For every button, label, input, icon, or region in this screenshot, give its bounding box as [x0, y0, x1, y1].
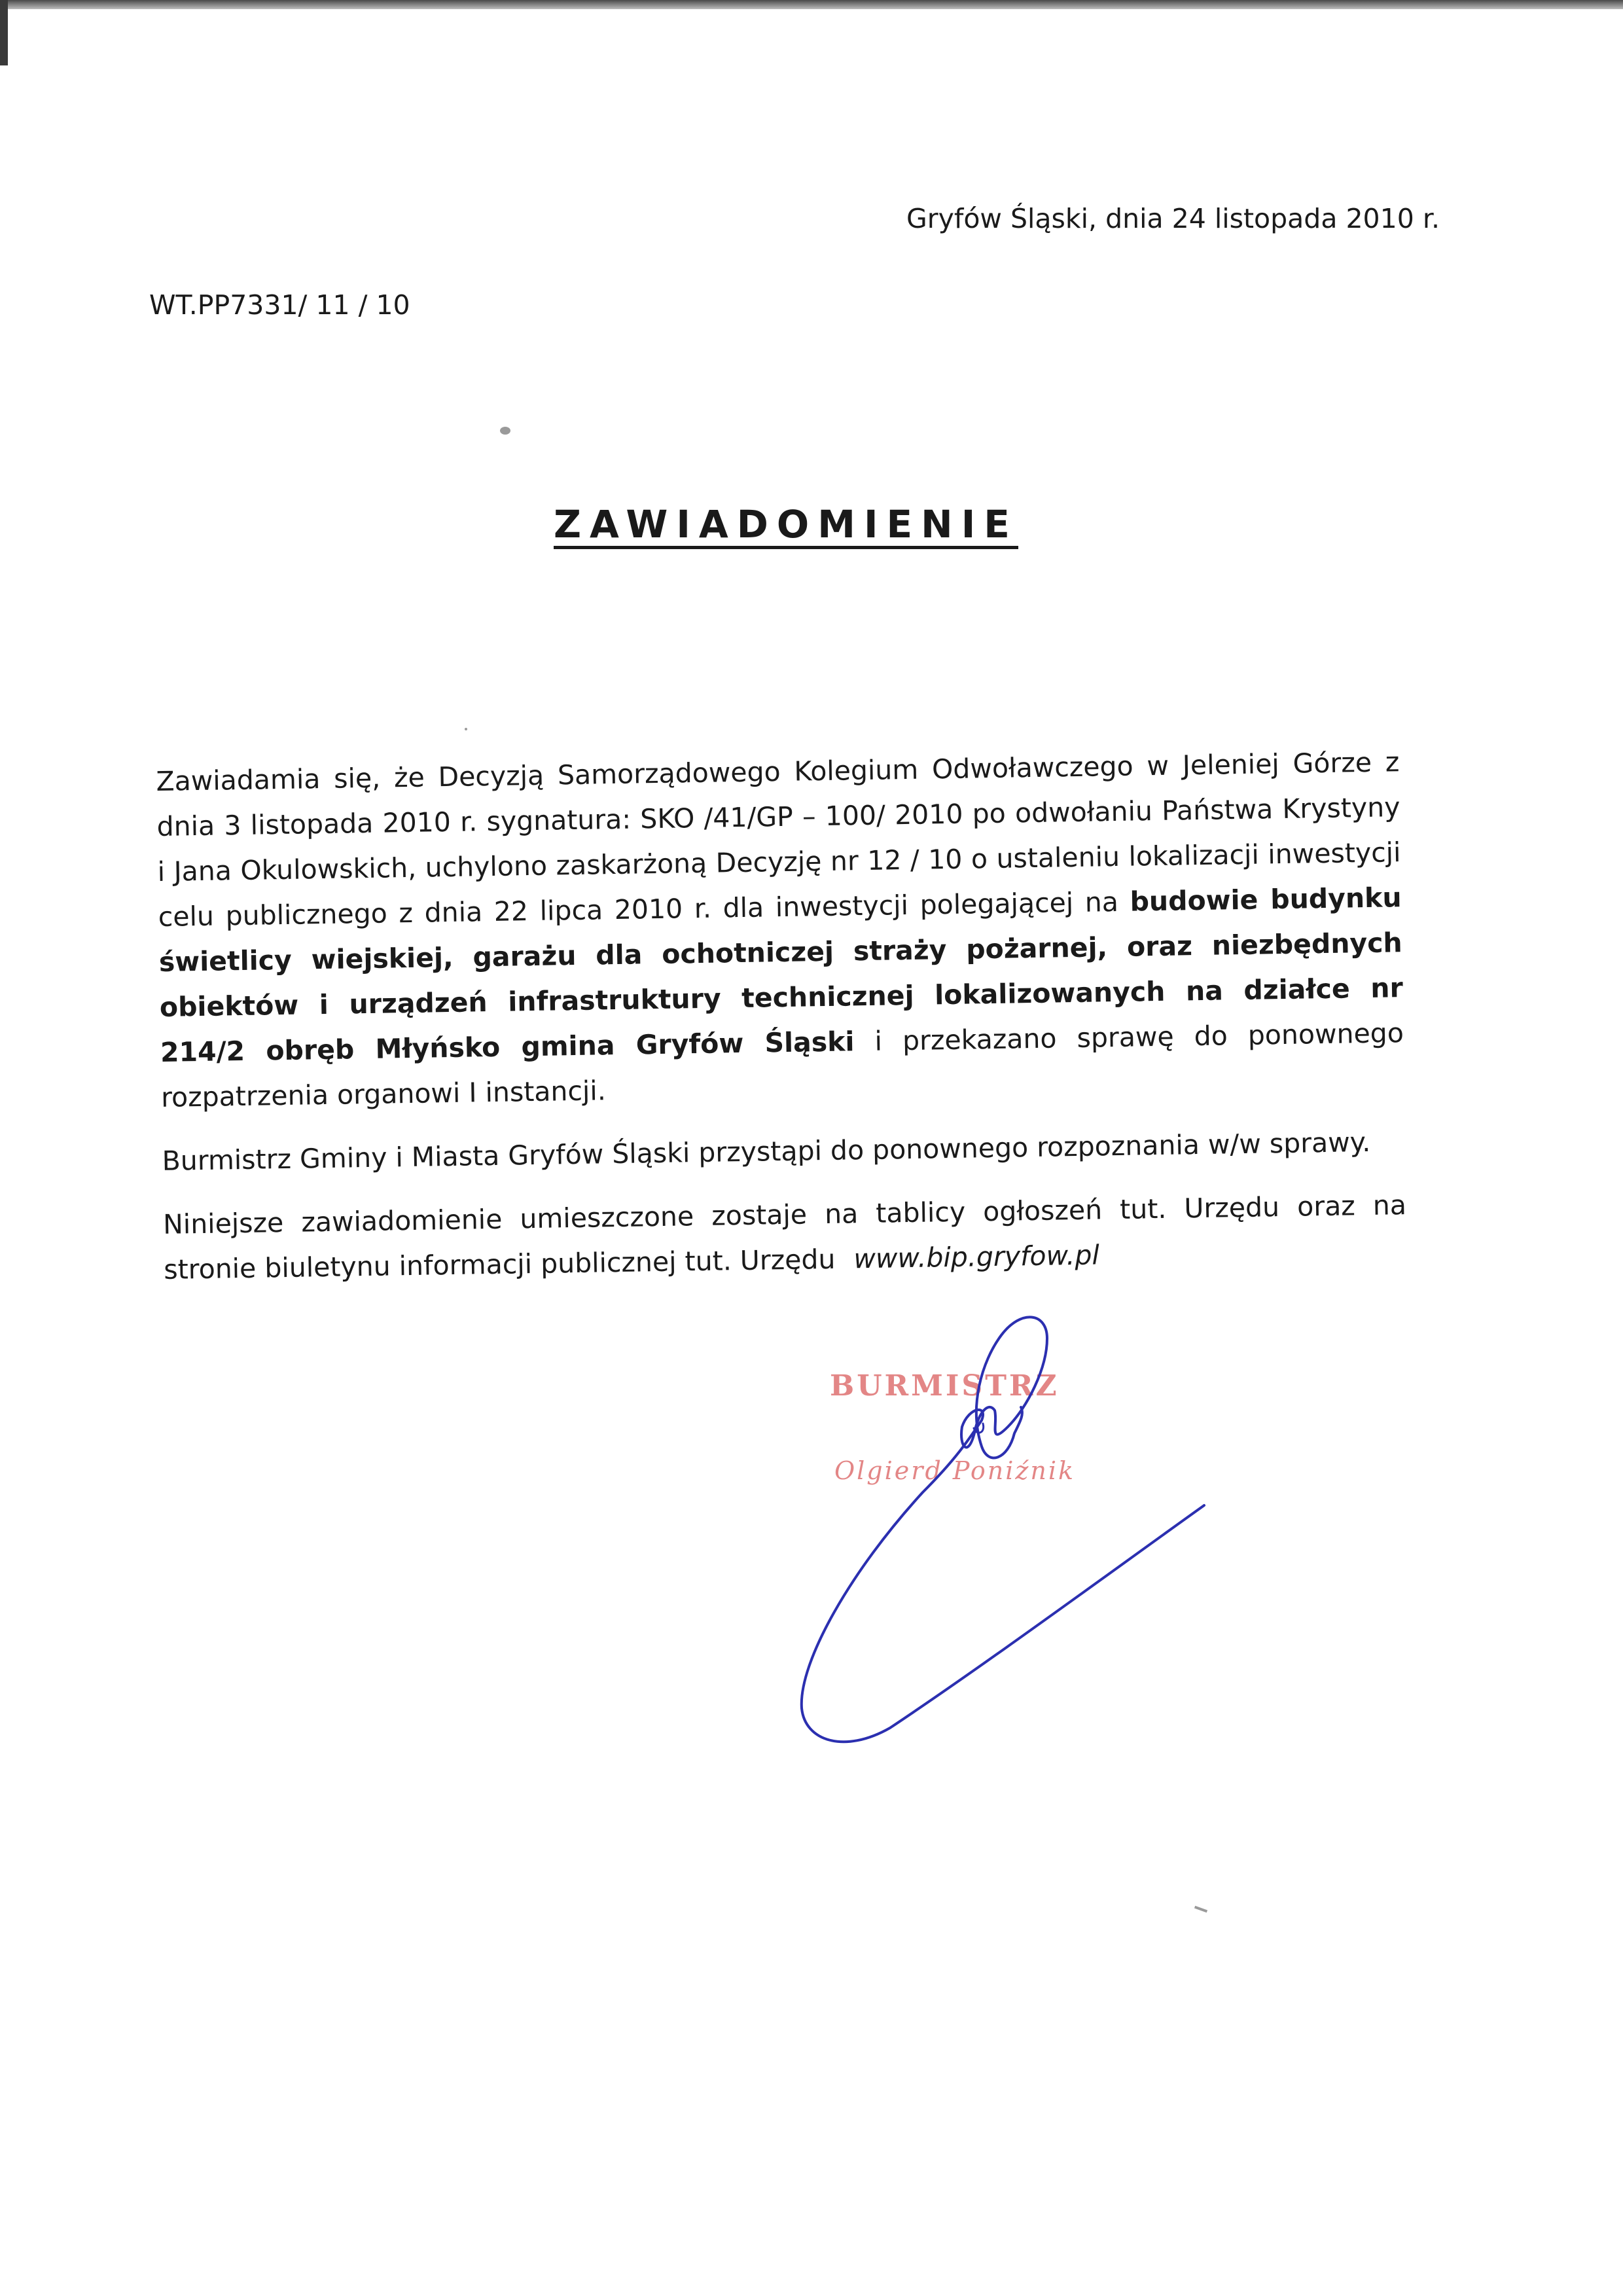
scan-edge-left [0, 0, 8, 65]
paragraph-decision-text: Zawiadamia się, że Decyzją Samorządowego Kolegium Odwoławczego w Jeleniej Górze z dnia 3 listopada 2010 r. sygnatura: SKO /41/GP – 100/ 2010 po odwołaniu Państwa Krystyny i Jana Okulowskich, uchylono zaskarżoną Decyzję nr 12 / 10 o ustaleniu lokalizacji inwestycji celu publicznego z dnia 22 lipca 2010 r. dla inwestycji polegającej na [156, 746, 1401, 933]
paragraph-mayor: Burmistrz Gminy i Miasta Gryfów Śląski przystąpi do ponownego rozpoznania w/w sprawy. [162, 1126, 1371, 1177]
place-date: Gryfów Śląski, dnia 24 listopada 2010 r. [906, 203, 1440, 234]
investment-description: budowie budynku świetlicy wiejskiej, garażu dla ochotniczej straży pożarnej, oraz niezbędnych obiektów i urządzeń infrastruktury technicznej lokalizowanych na działce nr 214/2 obręb Młyńsko gmina Gryfów Śląski [158, 882, 1404, 1068]
document-body [156, 740, 1408, 1293]
reference-number: WT.PP7331/ 11 / 10 [149, 289, 410, 321]
stamp-name: Olgierd Poniźnik [834, 1456, 1076, 1485]
scan-edge-top [0, 0, 1623, 9]
paragraph-decision-ending: i przekazano sprawę do ponownego rozpatrzenia organowi I instancji. [160, 1017, 1404, 1113]
signature-icon [772, 1296, 1243, 1774]
bip-url: www.bip.gryfow.pl [853, 1239, 1100, 1275]
document-title: ZAWIADOMIENIE [554, 505, 1018, 549]
paragraph-decision [156, 740, 1404, 1121]
paragraph-publication-text: Niniejsze zawiadomienie umieszczone zostaje na tablicy ogłoszeń tut. Urzędu oraz na stronie biuletynu informacji publicznej tut. Urzędu [162, 1189, 1407, 1285]
paragraph-publication [163, 1183, 1408, 1293]
stamp-title: BURMISTRZ [830, 1369, 1060, 1403]
scan-speck [465, 728, 467, 730]
scan-speck [1194, 1906, 1207, 1913]
scan-speck [500, 427, 510, 435]
signature-stroke [802, 1317, 1204, 1742]
